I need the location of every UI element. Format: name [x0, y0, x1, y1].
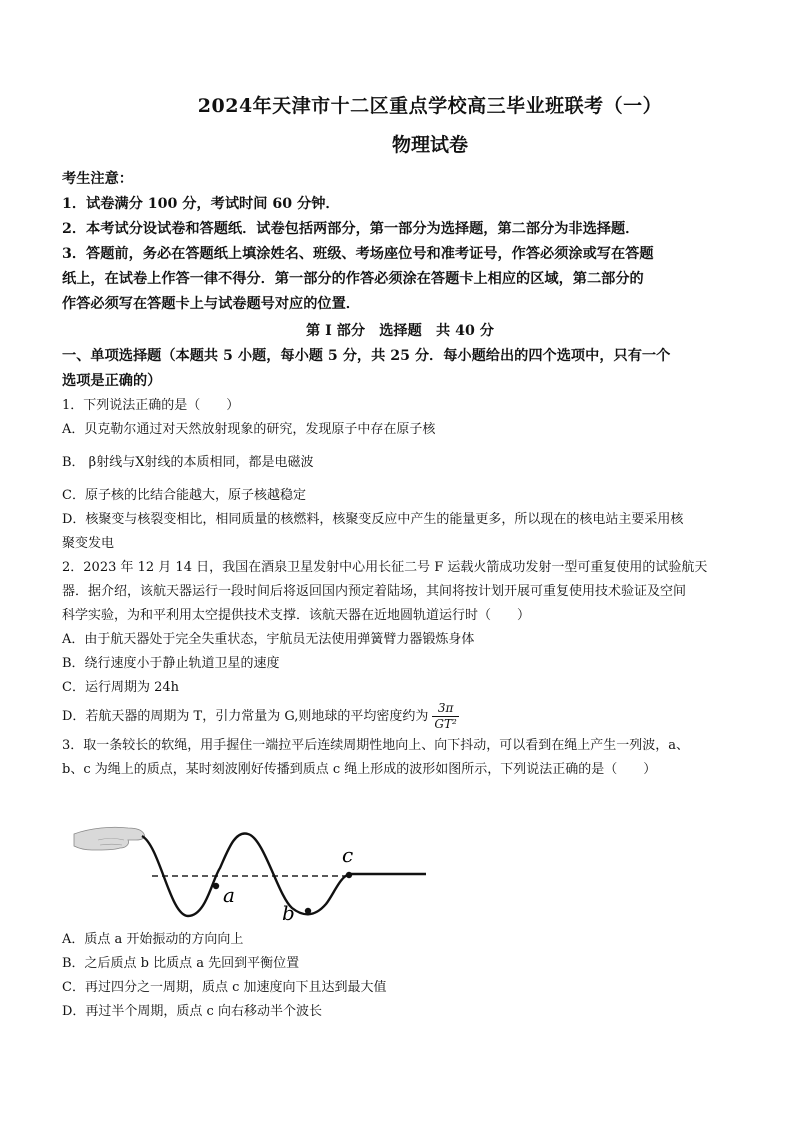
point-c [346, 872, 352, 878]
exam-page [62, 92, 738, 782]
question-1-stem: 1．下列说法正确的是（ ） [62, 398, 240, 413]
notes-heading: 考生注意： [62, 171, 133, 187]
hand-icon [74, 827, 145, 850]
fraction-numerator: 3π [432, 701, 458, 717]
section-header: 第 I 部分 选择题 共 40 分 [305, 323, 494, 339]
question-1-option-d-cont: 聚变发电 [62, 536, 115, 551]
question-2-option-d-text: D．若航天器的周期为 T，引力常量为 G,则地球的平均密度约为 [62, 709, 429, 724]
question-2-option-b: B．绕行速度小于静止轨道卫星的速度 [62, 656, 280, 671]
question-1-option-b: B． β射线与X射线的本质相同，都是电磁波 [62, 455, 314, 470]
point-b [305, 908, 311, 914]
question-1-option-c: C．原子核的比结合能越大，原子核越稳定 [62, 488, 306, 503]
label-a: a [223, 883, 235, 907]
note-line: 纸上，在试卷上作答一律不得分．第一部分的作答必须涂在答题卡上相应的区域，第二部分的 [62, 271, 644, 287]
part-title-cont: 选项是正确的） [62, 373, 162, 389]
label-b: b [282, 901, 295, 925]
point-a [213, 883, 219, 889]
note-line: 2．本考试分设试卷和答题纸．试卷包括两部分，第一部分为选择题，第二部分为非选择题． [62, 221, 640, 237]
note-line: 作答必须写在答题卡上与试卷题号对应的位置． [62, 296, 360, 312]
note-line: 3．答题前，务必在答题纸上填涂姓名、班级、考场座位号和准考证号，作答必须涂或写在答题 [62, 246, 654, 262]
question-2-stem: 2．2023 年 12 月 14 日，我国在酒泉卫星发射中心用长征二号 F 运载火箭成功发射一型可重复使用的试验航天 [62, 560, 708, 575]
question-1-option-a: A．贝克勒尔通过对天然放射现象的研究，发现原子中存在原子核 [62, 422, 436, 437]
question-2-stem-cont: 器．据介绍，该航天器运行一段时间后将返回国内预定着陆场，其间将按计划开展可重复使用技术验证及空间 [62, 584, 687, 599]
question-2-option-c: C．运行周期为 24h [62, 680, 179, 695]
density-fraction [432, 701, 458, 732]
question-3-option-a: A．质点 a 开始振动的方向向上 [62, 932, 244, 947]
question-2-stem-cont: 科学实验，为和平利用太空提供技术支撑．该航天器在近地圆轨道运行时（ ） [62, 608, 531, 623]
page-title: 2024年天津市十二区重点学校高三毕业班联考（一） [197, 95, 663, 117]
wave-figure [70, 816, 440, 926]
question-2-option-a: A．由于航天器处于完全失重状态，宇航员无法使用弹簧臂力器锻炼身体 [62, 632, 475, 647]
question-3-stem-cont: b、c 为绳上的质点，某时刻波刚好传播到质点 c 绳上形成的波形如图所示，下列说法正确的是（ ） [62, 762, 657, 777]
question-3-option-b: B．之后质点 b 比质点 a 先回到平衡位置 [62, 956, 300, 971]
question-3-option-c: C．再过四分之一周期，质点 c 加速度向下且达到最大值 [62, 980, 387, 995]
note-line: 1．试卷满分 100 分，考试时间 60 分钟． [62, 196, 340, 212]
question-1-option-d: D．核聚变与核裂变相比，相同质量的核燃料，核聚变反应中产生的能量更多，所以现在的核电站主要采用核 [62, 512, 684, 527]
exam-notes [62, 167, 738, 317]
part-title: 一、单项选择题（本题共 5 小题，每小题 5 分，共 25 分．每小题给出的四个选项中，只有一个 [62, 348, 671, 364]
question-2-option-d [62, 700, 738, 734]
question-3-option-d: D．再过半个周期，质点 c 向右移动半个波长 [62, 1004, 322, 1019]
question-3-stem: 3．取一条较长的软绳，用手握住一端拉平后连续周期性地向上、向下抖动，可以看到在绳上产生一列波，a、 [62, 738, 690, 753]
fraction-denominator: GT² [434, 717, 457, 731]
label-c: c [342, 843, 354, 867]
page-subtitle: 物理试卷 [391, 134, 468, 156]
question-3-options [62, 928, 738, 1024]
